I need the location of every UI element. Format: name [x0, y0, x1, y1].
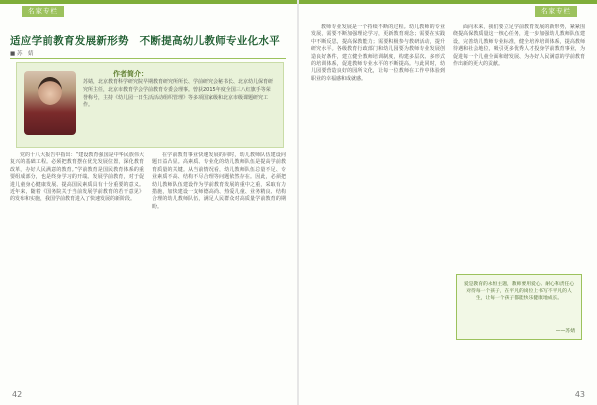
body-paragraph: 面向未来，我们要立足学前教育发展的新形势，紧紧围绕提高保教质量这一核心任务，进一步加强幼儿教师队伍建设，完善幼儿教师专业标准，健全培养培训体系，提高教师待遇和社会地位，吸引更多优秀人才投身学前教育事业，为促进每一个儿童全面和谐发展、为办好人民满意的学前教育作出新的更大的贡献。: [453, 24, 585, 68]
left-page: [0, 0, 298, 405]
author-photo: [24, 71, 76, 135]
right-column-2: [453, 24, 585, 268]
column-tab: 名家专栏: [535, 6, 577, 17]
column-tab: 名家专栏: [22, 6, 64, 17]
body-paragraph: 教师专业发展是一个持续不断的过程。幼儿教师的专业发展，需要不断加强理论学习，更新教育观念；需要在实践中不断反思，提高保教能力；需要积极参与教研活动，提升研究水平。各级教育行政部门和幼儿园要为教师专业发展创造良好条件，建立健全教师培训制度，构建多层次、多形式的培训体系，促进教师专业水平的不断提高。与此同时，幼儿园要营造良好的园所文化，让每一位教师在工作中体验到职业的幸福感和成就感。: [311, 24, 445, 82]
profile-heading: 作者简介：: [113, 70, 148, 78]
pull-quote-attribution: ——苏婧: [555, 329, 575, 334]
top-band: [0, 0, 298, 4]
left-column-1: [10, 152, 144, 386]
article-title: 适应学前教育发展新形势 不断提高幼儿教师专业化水平: [10, 35, 280, 47]
top-band: [299, 0, 597, 4]
author-profile-box: [16, 62, 284, 148]
title-divider: [10, 58, 286, 59]
page-number-right: 43: [574, 390, 585, 399]
left-column-2: [152, 152, 286, 386]
body-paragraph: 在学前教育事业快速发展的同时，幼儿教师队伍建设问题日益凸显。高素质、专业化的幼儿教师队伍是提高学前教育质量的关键。从当前情况看，幼儿教师队伍总量不足、专业素质不高、结构不尽合理等问题依然存在。因此，必须把幼儿教师队伍建设作为学前教育发展的重中之重，采取有力措施，加快建设一支师德高尚、热爱儿童、业务精良、结构合理的幼儿教师队伍，满足人民群众对高质量学前教育的期盼。: [152, 152, 286, 210]
page-number-left: 42: [12, 390, 23, 399]
pull-quote-text: 爱是教育的永恒主题，教师要用爱心、耐心和责任心对待每一个孩子，在平凡的岗位上书写不平凡的人生，让每一个孩子都能快乐健康地成长。: [463, 282, 575, 302]
right-page: [299, 0, 597, 405]
pull-quote-box: [456, 274, 582, 340]
profile-text: 苏婧，北京教育科学研究院早期教育研究所所长、学前研究会秘书长、北京幼儿保育研究所主任，北京市教育学会学前教育专委会理事。曾获2015年度全国三八红旗手等荣誉称号，主持《幼儿园一日生活活动组织管理》等多项国家级和北京市级课题研究工作。: [83, 79, 274, 109]
body-paragraph: 党的十八大报告中指出：“建设教育强国是中华民族伟大复兴的基础工程。必须把教育摆在优先发展位置，深化教育改革，办好人民满意的教育。”学前教育是国民教育体系的重要组成部分，也是终身学习的开端。发展学前教育，对于促进儿童身心健康发展、提高国民素质具有十分重要的意义。近年来，随着《国务院关于当前发展学前教育的若干意见》的发布和实施，我国学前教育进入了快速发展的新阶段。: [10, 152, 144, 203]
author-byline: ■ 苏 婧: [10, 51, 34, 57]
right-column-1: [311, 24, 445, 386]
